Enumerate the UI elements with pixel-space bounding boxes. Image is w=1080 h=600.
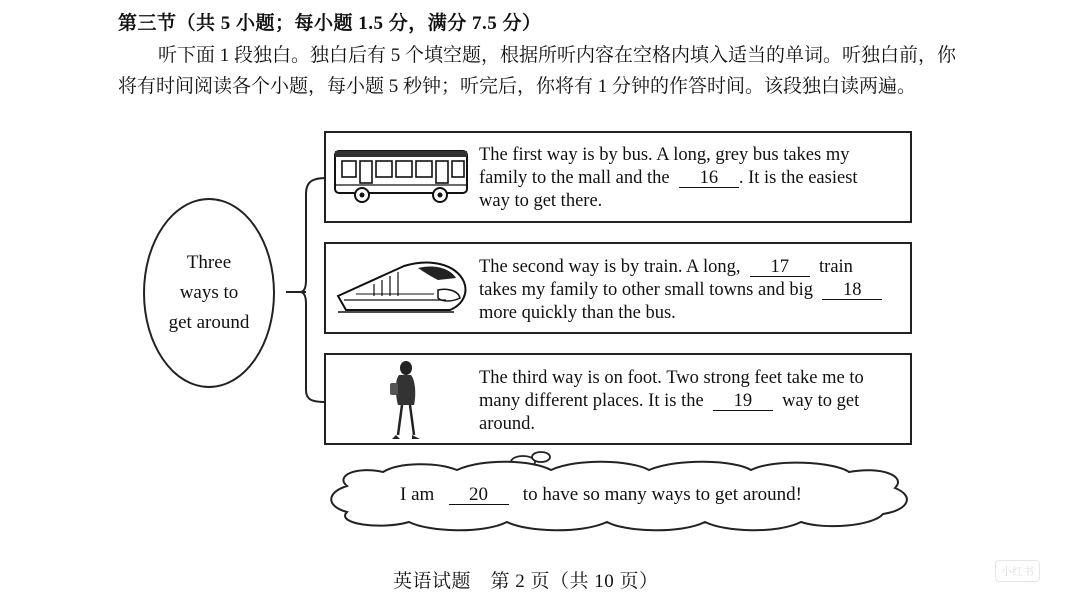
walk-line-3: around. (479, 414, 535, 434)
bus-icon (332, 147, 472, 207)
train-icon (334, 254, 470, 324)
blank-18: 18 (822, 281, 882, 300)
connector-bracket (270, 170, 330, 410)
page-footer: 英语试题 第 2 页（共 10 页） (393, 571, 659, 592)
oval-line-1: Three (186, 252, 232, 273)
walk-line-2a: many different places. It is the (479, 391, 704, 411)
train-line-2a: takes my family to other small towns and big (479, 280, 813, 300)
train-line-1b: train (819, 257, 853, 277)
walk-text (479, 367, 864, 436)
bus-text (479, 144, 858, 213)
blank-19: 19 (713, 392, 773, 411)
bus-box (324, 131, 912, 223)
bus-line-1: The first way is by bus. A long, grey bus takes my (479, 145, 850, 165)
topic-oval (143, 198, 275, 388)
train-line-1a: The second way is by train. A long, (479, 257, 741, 277)
train-text (479, 256, 882, 325)
train-line-3: more quickly than the bus. (479, 303, 676, 323)
walk-box (324, 353, 912, 445)
blank-16: 16 (679, 169, 739, 188)
cloud-post: to have so many ways to get around! (522, 484, 802, 505)
walk-line-2b: way to get (782, 391, 860, 411)
cloud-text (400, 484, 802, 506)
bus-line-3: way to get there. (479, 191, 603, 211)
walking-person-icon (384, 359, 428, 443)
instructions (118, 40, 958, 102)
bus-line-2b: . It is the easiest (738, 168, 858, 188)
walk-line-1: The third way is on foot. Two strong feet take me to (479, 368, 864, 388)
cloud-pre: I am (400, 484, 435, 505)
section-title: 第三节（共 5 小题；每小题 1.5 分，满分 7.5 分） (118, 13, 542, 34)
train-box (324, 242, 912, 334)
bus-line-2a: family to the mall and the (479, 168, 670, 188)
instructions-text: 听下面 1 段独白。独白后有 5 个填空题，根据所听内容在空格内填入适当的单词。听独白前，你将有时间阅读各个小题，每小题 5 秒钟；听完后，你将有 1 分钟的作答时间。该段独白读两遍。 (118, 45, 957, 97)
oval-line-3: get around (168, 312, 250, 333)
blank-20: 20 (449, 486, 509, 505)
oval-line-2: ways to (179, 282, 239, 303)
watermark: 小红书 (995, 560, 1040, 582)
blank-17: 17 (750, 258, 810, 277)
